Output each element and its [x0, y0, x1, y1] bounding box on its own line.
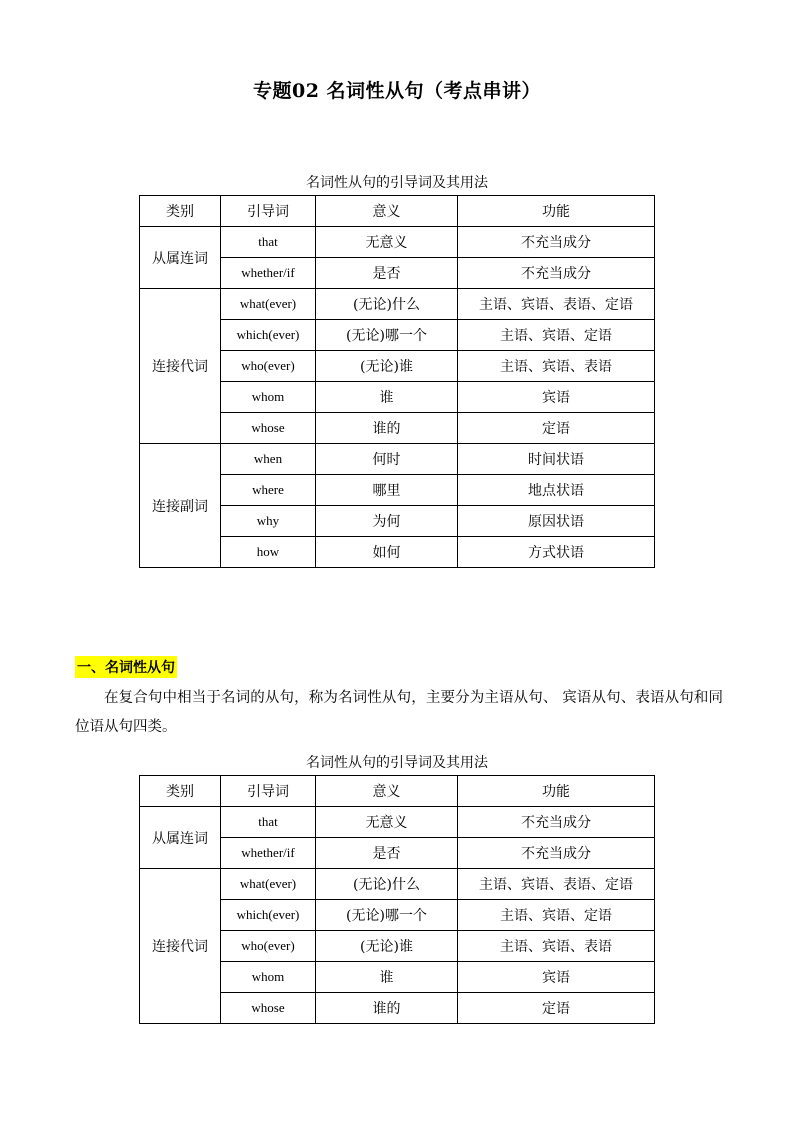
meaning-cell: 何时 — [316, 444, 458, 475]
connective-cell: whether/if — [221, 838, 316, 869]
connective-cell: what(ever) — [221, 289, 316, 320]
meaning-cell: 谁的 — [316, 993, 458, 1024]
column-header: 类别 — [140, 776, 221, 807]
table-row — [140, 869, 655, 900]
column-header: 引导词 — [221, 196, 316, 227]
function-cell: 主语、宾语、定语 — [458, 900, 655, 931]
table-header-row — [140, 776, 655, 807]
meaning-cell: (无论)什么 — [316, 289, 458, 320]
column-header: 引导词 — [221, 776, 316, 807]
connective-cell: when — [221, 444, 316, 475]
meaning-cell: 哪里 — [316, 475, 458, 506]
usage-table — [139, 775, 655, 1024]
meaning-cell: 是否 — [316, 258, 458, 289]
connective-cell: that — [221, 807, 316, 838]
function-cell: 地点状语 — [458, 475, 655, 506]
table-row — [140, 807, 655, 838]
section-heading: 一、名词性从句 — [75, 656, 177, 678]
connective-cell: why — [221, 506, 316, 537]
connective-cell: whose — [221, 413, 316, 444]
column-header: 意义 — [316, 196, 458, 227]
table-row — [140, 227, 655, 258]
function-cell: 不充当成分 — [458, 807, 655, 838]
meaning-cell: 无意义 — [316, 807, 458, 838]
meaning-cell: (无论)哪一个 — [316, 320, 458, 351]
meaning-cell: 是否 — [316, 838, 458, 869]
category-cell: 连接代词 — [140, 869, 221, 1024]
function-cell: 主语、宾语、表语 — [458, 351, 655, 382]
meaning-cell: 如何 — [316, 537, 458, 568]
meaning-cell: (无论)谁 — [316, 351, 458, 382]
category-cell: 连接代词 — [140, 289, 221, 444]
table-row — [140, 444, 655, 475]
table-header-row — [140, 196, 655, 227]
connective-cell: who(ever) — [221, 351, 316, 382]
function-cell: 方式状语 — [458, 537, 655, 568]
function-cell: 主语、宾语、表语、定语 — [458, 289, 655, 320]
column-header: 类别 — [140, 196, 221, 227]
function-cell: 主语、宾语、表语、定语 — [458, 869, 655, 900]
meaning-cell: 为何 — [316, 506, 458, 537]
connective-cell: whether/if — [221, 258, 316, 289]
connective-cell: that — [221, 227, 316, 258]
column-header: 意义 — [316, 776, 458, 807]
table-caption: 名词性从句的引导词及其用法 — [306, 175, 488, 191]
section-paragraph: 在复合句中相当于名词的从句，称为名词性从句，主要分为主语从句、 宾语从句、表语从句和同位语从句四类。 — [75, 690, 723, 735]
table-row — [140, 289, 655, 320]
function-cell: 不充当成分 — [458, 227, 655, 258]
category-cell: 连接副词 — [140, 444, 221, 568]
meaning-cell: (无论)什么 — [316, 869, 458, 900]
connective-cell: which(ever) — [221, 900, 316, 931]
connective-cell: who(ever) — [221, 931, 316, 962]
usage-table — [139, 195, 655, 568]
connective-cell: whom — [221, 962, 316, 993]
function-cell: 主语、宾语、定语 — [458, 320, 655, 351]
function-cell: 主语、宾语、表语 — [458, 931, 655, 962]
connective-cell: which(ever) — [221, 320, 316, 351]
column-header: 功能 — [458, 196, 655, 227]
function-cell: 宾语 — [458, 382, 655, 413]
meaning-cell: 谁 — [316, 962, 458, 993]
function-cell: 宾语 — [458, 962, 655, 993]
connective-cell: where — [221, 475, 316, 506]
column-header: 功能 — [458, 776, 655, 807]
meaning-cell: 谁的 — [316, 413, 458, 444]
meaning-cell: (无论)哪一个 — [316, 900, 458, 931]
function-cell: 不充当成分 — [458, 258, 655, 289]
connective-cell: how — [221, 537, 316, 568]
page-title: 专题02 名词性从句（考点串讲） — [252, 80, 542, 102]
meaning-cell: 谁 — [316, 382, 458, 413]
connective-cell: whose — [221, 993, 316, 1024]
function-cell: 原因状语 — [458, 506, 655, 537]
connective-cell: what(ever) — [221, 869, 316, 900]
meaning-cell: (无论)谁 — [316, 931, 458, 962]
category-cell: 从属连词 — [140, 807, 221, 869]
category-cell: 从属连词 — [140, 227, 221, 289]
meaning-cell: 无意义 — [316, 227, 458, 258]
function-cell: 不充当成分 — [458, 838, 655, 869]
function-cell: 定语 — [458, 413, 655, 444]
function-cell: 定语 — [458, 993, 655, 1024]
connective-cell: whom — [221, 382, 316, 413]
function-cell: 时间状语 — [458, 444, 655, 475]
table-caption: 名词性从句的引导词及其用法 — [306, 755, 488, 771]
